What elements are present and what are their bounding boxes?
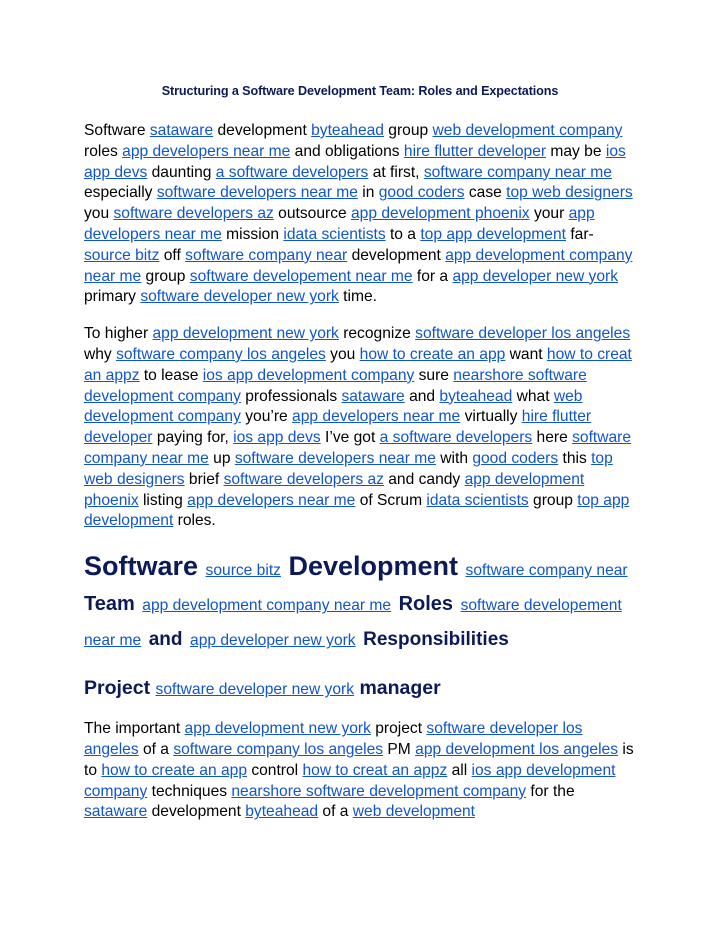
inline-link[interactable]: top app development bbox=[84, 491, 630, 530]
text-run: may be bbox=[546, 142, 606, 160]
subsection-heading-project-manager bbox=[84, 675, 636, 703]
text-run: far- bbox=[565, 225, 594, 243]
inline-link[interactable]: app development new york bbox=[152, 325, 339, 343]
text-run: why bbox=[84, 345, 117, 363]
text-run: Software bbox=[84, 122, 150, 139]
inline-link[interactable]: ios app devs bbox=[233, 429, 321, 447]
inline-link[interactable]: app developer new york bbox=[190, 632, 356, 650]
text-run: for the bbox=[526, 782, 575, 800]
inline-link[interactable]: app development company near me bbox=[84, 246, 633, 285]
text-run: for a bbox=[412, 267, 453, 285]
text-run: outsource bbox=[273, 205, 351, 223]
text-run: of Scrum bbox=[355, 491, 427, 509]
paragraph-intro bbox=[84, 121, 636, 308]
inline-link[interactable]: how to creat an appz bbox=[84, 345, 632, 384]
inline-link[interactable]: software developers near me bbox=[156, 184, 358, 202]
text-run: what bbox=[512, 387, 554, 405]
heading-word: Software bbox=[84, 551, 199, 582]
text-run bbox=[356, 621, 364, 651]
text-run: to a bbox=[385, 225, 421, 243]
inline-link[interactable]: software company near bbox=[465, 562, 628, 580]
inline-link[interactable]: software developer los angeles bbox=[84, 720, 583, 758]
text-run bbox=[458, 551, 466, 581]
inline-link[interactable]: byteahead bbox=[245, 803, 319, 821]
text-run: roles bbox=[84, 142, 123, 160]
text-run: you bbox=[325, 345, 360, 363]
text-run: time. bbox=[338, 288, 377, 306]
inline-link[interactable]: top web designers bbox=[84, 449, 613, 488]
text-run: brief bbox=[184, 470, 224, 488]
inline-link[interactable]: app developers near me bbox=[187, 491, 356, 509]
text-run: roles. bbox=[173, 512, 216, 530]
text-run: development bbox=[147, 803, 246, 821]
inline-link[interactable]: hire flutter developer bbox=[84, 408, 592, 447]
text-run: I’ve got bbox=[320, 429, 380, 447]
inline-link[interactable]: top app development bbox=[420, 225, 566, 243]
heading-word: Project bbox=[84, 677, 151, 700]
inline-link[interactable]: a software developers bbox=[215, 163, 369, 181]
inline-link[interactable]: app development los angeles bbox=[415, 740, 619, 758]
text-run: To higher bbox=[84, 325, 153, 343]
heading-word: and bbox=[148, 629, 183, 651]
text-run: listing bbox=[138, 491, 188, 509]
text-run: PM bbox=[383, 740, 416, 758]
section-heading-roles bbox=[84, 551, 636, 656]
paragraph-hiring bbox=[84, 324, 636, 532]
text-run bbox=[391, 586, 399, 616]
inline-link[interactable]: sataware bbox=[149, 122, 214, 139]
inline-link[interactable]: how to creat an appz bbox=[302, 761, 448, 779]
inline-link[interactable]: app developers near me bbox=[84, 205, 595, 243]
inline-link[interactable]: app developer new york bbox=[452, 267, 619, 285]
text-run: techniques bbox=[147, 782, 232, 800]
text-run: development bbox=[213, 122, 312, 139]
text-run: case bbox=[464, 184, 507, 202]
text-run: is to bbox=[84, 740, 634, 779]
text-run: of a bbox=[318, 803, 353, 821]
text-run: here bbox=[532, 429, 573, 447]
text-run: virtually bbox=[460, 408, 522, 426]
text-run bbox=[183, 621, 191, 651]
text-run: this bbox=[558, 449, 592, 467]
text-run: group bbox=[528, 491, 578, 509]
heading-word: Team bbox=[84, 593, 135, 616]
document-title: Structuring a Software Development Team: Roles and Expectations bbox=[161, 84, 559, 98]
inline-link[interactable]: app developers near me bbox=[122, 142, 291, 160]
heading-word: manager bbox=[359, 677, 441, 700]
text-run: off bbox=[159, 246, 186, 264]
text-run: and bbox=[404, 387, 440, 405]
text-run: paying for, bbox=[152, 429, 234, 447]
inline-link[interactable]: idata scientists bbox=[426, 491, 529, 509]
inline-link[interactable]: hire flutter developer bbox=[403, 142, 547, 160]
inline-link[interactable]: web development bbox=[352, 803, 476, 821]
inline-link[interactable]: ios app devs bbox=[84, 142, 626, 181]
text-run: up bbox=[208, 449, 235, 467]
text-run: control bbox=[247, 761, 303, 779]
inline-link[interactable]: ios app development company bbox=[202, 366, 415, 384]
inline-link[interactable]: software developement near me bbox=[189, 267, 413, 285]
text-run: you bbox=[84, 205, 114, 223]
inline-link[interactable]: software developement near me bbox=[84, 597, 622, 650]
inline-link[interactable]: sataware bbox=[84, 803, 148, 821]
text-run: and candy bbox=[383, 470, 465, 488]
inline-link[interactable]: nearshore software development company bbox=[231, 782, 527, 800]
inline-link[interactable]: good coders bbox=[378, 184, 465, 202]
inline-link[interactable]: software company near me bbox=[84, 429, 632, 467]
inline-link[interactable]: software company los angeles bbox=[173, 740, 384, 758]
inline-link[interactable]: good coders bbox=[472, 449, 559, 467]
heading-word: Development bbox=[288, 551, 459, 582]
text-run: professionals bbox=[240, 387, 342, 405]
text-run bbox=[141, 621, 149, 651]
inline-link[interactable]: ios app development company bbox=[84, 761, 616, 800]
inline-link[interactable]: app developers near me bbox=[292, 408, 461, 426]
text-run: your bbox=[529, 205, 569, 223]
text-run bbox=[453, 586, 461, 616]
inline-link[interactable]: nearshore software development company bbox=[84, 366, 587, 405]
heading-word: Responsibilities bbox=[363, 629, 509, 651]
text-run: primary bbox=[84, 288, 141, 306]
inline-link[interactable]: source bitz bbox=[205, 562, 281, 580]
inline-link[interactable]: software developer new york bbox=[155, 681, 355, 699]
text-run: at first, bbox=[368, 163, 424, 181]
text-run: mission bbox=[221, 225, 284, 243]
inline-link[interactable]: source bitz bbox=[84, 246, 160, 264]
text-run: group bbox=[141, 267, 190, 285]
text-run: and obligations bbox=[290, 142, 404, 160]
text-run: group bbox=[383, 122, 433, 139]
inline-link[interactable]: app development new york bbox=[184, 720, 371, 738]
inline-link[interactable]: software company near bbox=[185, 246, 348, 264]
text-run: recognize bbox=[338, 325, 416, 343]
inline-link[interactable]: software developers az bbox=[113, 205, 274, 223]
text-run: of a bbox=[138, 740, 174, 758]
inline-link[interactable]: software company los angeles bbox=[116, 345, 326, 363]
text-run: sure bbox=[414, 366, 454, 384]
text-run: to lease bbox=[139, 366, 203, 384]
text-run: especially bbox=[84, 184, 157, 202]
paragraph-project-manager bbox=[84, 719, 636, 823]
text-run: want bbox=[505, 345, 547, 363]
text-run: The important bbox=[84, 720, 185, 738]
inline-link[interactable]: app development company near me bbox=[142, 597, 392, 615]
inline-link[interactable]: top web designers bbox=[506, 184, 633, 202]
text-run: you’re bbox=[240, 408, 293, 426]
inline-link[interactable]: byteahead bbox=[311, 122, 384, 139]
inline-link[interactable]: a software developers bbox=[379, 429, 533, 447]
inline-link[interactable]: software developers near me bbox=[234, 449, 436, 467]
inline-link[interactable]: web development company bbox=[432, 122, 623, 139]
inline-link[interactable]: idata scientists bbox=[283, 225, 386, 243]
text-run bbox=[198, 551, 206, 581]
inline-link[interactable]: app development phoenix bbox=[351, 205, 530, 223]
inline-link[interactable]: software company near me bbox=[423, 163, 612, 181]
inline-link[interactable]: software developers az bbox=[223, 470, 384, 488]
text-run: project bbox=[370, 720, 427, 738]
text-run: with bbox=[435, 449, 473, 467]
inline-link[interactable]: how to create an app bbox=[101, 761, 247, 779]
inline-link[interactable]: sataware bbox=[341, 387, 405, 405]
text-run: all bbox=[447, 761, 472, 779]
text-run: development bbox=[347, 246, 446, 264]
text-run: in bbox=[357, 184, 379, 202]
inline-link[interactable]: app development phoenix bbox=[84, 470, 585, 509]
text-run: daunting bbox=[147, 163, 216, 181]
inline-link[interactable]: how to create an app bbox=[359, 345, 506, 363]
inline-link[interactable]: web development company bbox=[84, 387, 583, 426]
inline-link[interactable]: byteahead bbox=[439, 387, 513, 405]
heading-word: Roles bbox=[398, 593, 454, 616]
inline-link[interactable]: software developer new york bbox=[140, 288, 339, 306]
inline-link[interactable]: software developer los angeles bbox=[415, 325, 631, 343]
